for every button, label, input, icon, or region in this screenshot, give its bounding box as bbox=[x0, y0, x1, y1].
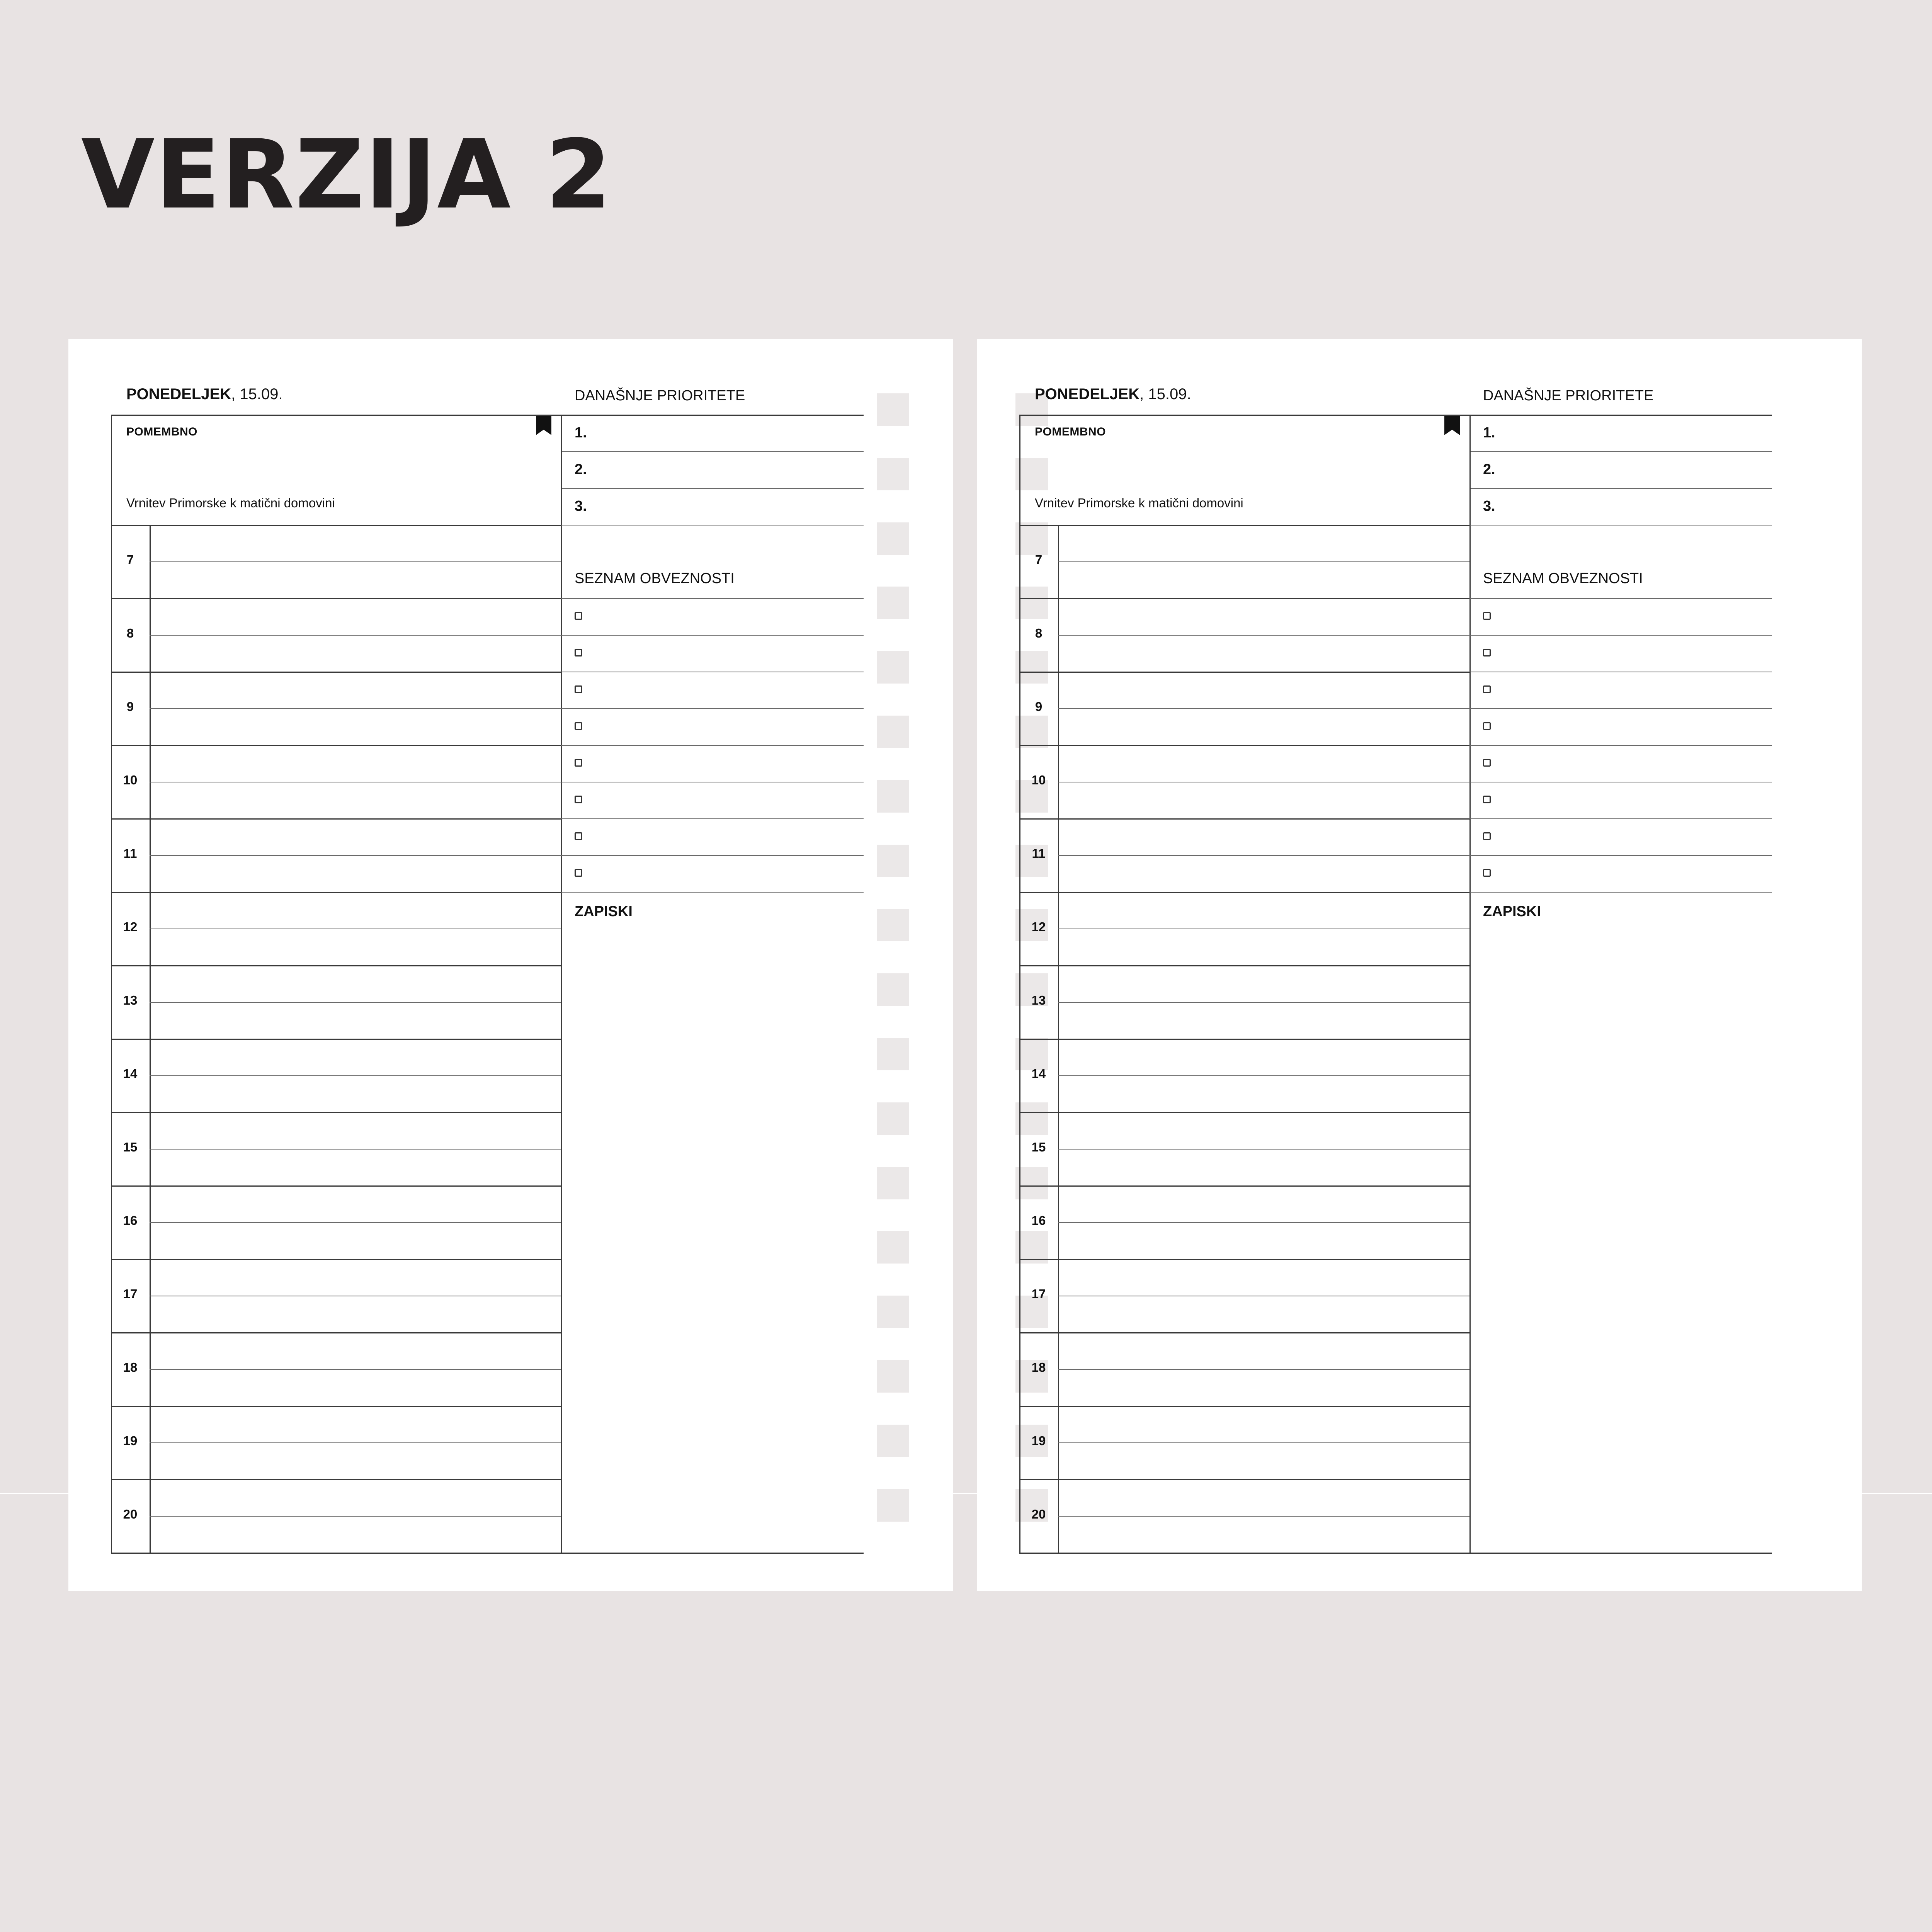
planner-middle-divider bbox=[1469, 415, 1471, 1553]
bookmark-icon bbox=[1444, 416, 1460, 435]
hour-label: 11 bbox=[1032, 846, 1046, 861]
half-hour-line bbox=[150, 855, 561, 856]
important-label: POMEMBNO bbox=[126, 425, 197, 438]
hour-line bbox=[1019, 1259, 1469, 1260]
priority-number: 2. bbox=[1483, 461, 1495, 478]
binder-hole bbox=[877, 587, 909, 619]
half-hour-line bbox=[1058, 1075, 1469, 1076]
checkbox-icon bbox=[575, 832, 582, 840]
hour-line bbox=[111, 1185, 561, 1187]
hour-line bbox=[1019, 965, 1469, 966]
binder-hole bbox=[877, 973, 909, 1006]
binder-hole bbox=[877, 522, 909, 555]
hour-line bbox=[1019, 1406, 1469, 1407]
hour-label: 20 bbox=[1031, 1507, 1046, 1521]
half-hour-line bbox=[150, 561, 561, 562]
notes-title: ZAPISKI bbox=[575, 903, 633, 920]
obligation-line bbox=[1469, 818, 1772, 819]
obligation-line bbox=[1469, 745, 1772, 746]
checkbox-icon bbox=[1483, 649, 1491, 656]
priorities-bottom-line bbox=[1469, 525, 1772, 526]
binder-hole bbox=[877, 1038, 909, 1070]
hour-label: 11 bbox=[123, 846, 137, 861]
priority-line bbox=[1469, 488, 1772, 489]
hour-label: 18 bbox=[123, 1360, 138, 1374]
planner-left-border bbox=[111, 415, 112, 1553]
half-hour-line bbox=[150, 1075, 561, 1076]
obligation-line bbox=[1469, 598, 1772, 599]
obligation-line bbox=[561, 745, 864, 746]
obligation-line bbox=[1469, 635, 1772, 636]
planner-top-border bbox=[1019, 415, 1772, 416]
hour-label: 12 bbox=[1031, 920, 1046, 934]
half-hour-line bbox=[1058, 708, 1469, 709]
hour-line bbox=[1019, 892, 1469, 893]
hour-label: 8 bbox=[1035, 626, 1043, 640]
hour-line bbox=[1019, 1112, 1469, 1113]
obligations-title: SEZNAM OBVEZNOSTI bbox=[575, 570, 735, 587]
priority-number: 3. bbox=[1483, 498, 1495, 514]
priorities-bottom-line bbox=[561, 525, 864, 526]
hour-label: 17 bbox=[123, 1287, 138, 1301]
obligation-line bbox=[561, 855, 864, 856]
hour-label: 7 bbox=[126, 553, 134, 567]
planner-page-right bbox=[977, 339, 1862, 1591]
checkbox-icon bbox=[575, 612, 582, 620]
planner-page-left bbox=[68, 339, 953, 1591]
half-hour-line bbox=[150, 635, 561, 636]
hour-line bbox=[111, 672, 561, 673]
hour-line bbox=[1019, 672, 1469, 673]
half-hour-line bbox=[1058, 561, 1469, 562]
important-note: Vrnitev Primorske k matični domovini bbox=[1035, 496, 1243, 510]
priority-number: 2. bbox=[575, 461, 587, 478]
planner-top-border bbox=[111, 415, 864, 416]
hour-label: 13 bbox=[1031, 993, 1046, 1007]
hour-label: 10 bbox=[123, 773, 138, 787]
half-hour-line bbox=[150, 1222, 561, 1223]
obligation-line bbox=[561, 892, 864, 893]
binder-hole bbox=[877, 1360, 909, 1393]
hour-label: 16 bbox=[1031, 1213, 1046, 1228]
obligation-line bbox=[561, 635, 864, 636]
hour-label: 13 bbox=[123, 993, 138, 1007]
hour-line bbox=[111, 965, 561, 966]
checkbox-icon bbox=[575, 869, 582, 877]
checkbox-icon bbox=[575, 649, 582, 656]
half-hour-line bbox=[150, 1149, 561, 1150]
hour-line bbox=[111, 1259, 561, 1260]
half-hour-line bbox=[1058, 1002, 1469, 1003]
obligation-line bbox=[561, 708, 864, 709]
half-hour-line bbox=[150, 708, 561, 709]
half-hour-line bbox=[150, 1002, 561, 1003]
hour-label: 8 bbox=[126, 626, 134, 640]
date-header bbox=[126, 386, 283, 403]
hour-label: 14 bbox=[123, 1066, 138, 1081]
half-hour-line bbox=[1058, 1369, 1469, 1370]
hour-label: 20 bbox=[123, 1507, 138, 1521]
half-hour-line bbox=[1058, 1149, 1469, 1150]
obligation-line bbox=[561, 818, 864, 819]
checkbox-icon bbox=[575, 759, 582, 767]
checkbox-icon bbox=[575, 685, 582, 693]
checkbox-icon bbox=[575, 796, 582, 803]
date-value: , 15.09. bbox=[1139, 386, 1191, 403]
binder-hole bbox=[877, 651, 909, 684]
binder-hole bbox=[877, 1102, 909, 1135]
hour-line bbox=[1019, 818, 1469, 820]
binder-hole bbox=[877, 1425, 909, 1457]
hour-label: 9 bbox=[1035, 699, 1043, 714]
important-note: Vrnitev Primorske k matični domovini bbox=[126, 496, 335, 510]
hour-label: 12 bbox=[123, 920, 138, 934]
notes-title: ZAPISKI bbox=[1483, 903, 1541, 920]
hour-label: 10 bbox=[1031, 773, 1046, 787]
hour-line bbox=[111, 598, 561, 599]
priorities-title: DANAŠNJE PRIORITETE bbox=[1483, 388, 1654, 404]
half-hour-line bbox=[1058, 1442, 1469, 1443]
checkbox-icon bbox=[1483, 722, 1491, 730]
hour-line bbox=[1019, 525, 1469, 526]
planner-page-content bbox=[68, 339, 953, 1591]
binder-hole bbox=[877, 716, 909, 748]
binder-hole bbox=[877, 1231, 909, 1264]
page-title: VERZIJA 2 bbox=[81, 120, 612, 230]
day-name: PONEDELJEK bbox=[126, 386, 231, 403]
hour-label: 19 bbox=[1031, 1434, 1046, 1448]
hour-label: 17 bbox=[1031, 1287, 1046, 1301]
hour-line bbox=[1019, 598, 1469, 599]
hour-label: 15 bbox=[123, 1140, 138, 1154]
planner-page-content bbox=[977, 339, 1862, 1591]
hour-line bbox=[1019, 745, 1469, 746]
hour-line bbox=[111, 1039, 561, 1040]
hour-label: 18 bbox=[1031, 1360, 1046, 1374]
obligation-line bbox=[1469, 892, 1772, 893]
obligations-title: SEZNAM OBVEZNOSTI bbox=[1483, 570, 1643, 587]
checkbox-icon bbox=[1483, 685, 1491, 693]
priority-line bbox=[561, 451, 864, 452]
obligation-line bbox=[561, 598, 864, 599]
checkbox-icon bbox=[1483, 612, 1491, 620]
hour-label: 14 bbox=[1031, 1066, 1046, 1081]
hour-label: 15 bbox=[1031, 1140, 1046, 1154]
hour-line bbox=[111, 818, 561, 820]
priority-number: 1. bbox=[575, 425, 587, 441]
checkbox-icon bbox=[1483, 832, 1491, 840]
half-hour-line bbox=[1058, 855, 1469, 856]
half-hour-line bbox=[1058, 1516, 1469, 1517]
half-hour-line bbox=[150, 1516, 561, 1517]
half-hour-line bbox=[1058, 1222, 1469, 1223]
binder-hole bbox=[877, 780, 909, 813]
planner-left-border bbox=[1019, 415, 1020, 1553]
hour-line bbox=[111, 1479, 561, 1480]
priority-number: 1. bbox=[1483, 425, 1495, 441]
half-hour-line bbox=[150, 1442, 561, 1443]
hour-line bbox=[111, 1112, 561, 1113]
planner-bottom-border bbox=[1019, 1553, 1772, 1554]
hour-label: 9 bbox=[126, 699, 134, 714]
hour-line bbox=[111, 892, 561, 893]
hour-line bbox=[111, 1406, 561, 1407]
binder-hole bbox=[877, 458, 909, 490]
half-hour-line bbox=[1058, 635, 1469, 636]
binder-hole bbox=[877, 1296, 909, 1328]
hour-label: 7 bbox=[1035, 553, 1043, 567]
priorities-title: DANAŠNJE PRIORITETE bbox=[575, 388, 745, 404]
binder-hole bbox=[877, 845, 909, 877]
binder-hole bbox=[877, 1489, 909, 1522]
hour-line bbox=[111, 745, 561, 746]
priority-line bbox=[561, 488, 864, 489]
day-name: PONEDELJEK bbox=[1035, 386, 1140, 403]
hour-label: 16 bbox=[123, 1213, 138, 1228]
binder-hole bbox=[877, 909, 909, 941]
priority-line bbox=[1469, 451, 1772, 452]
hour-line bbox=[1019, 1185, 1469, 1187]
obligation-line bbox=[1469, 708, 1772, 709]
priority-number: 3. bbox=[575, 498, 587, 514]
hour-line bbox=[1019, 1479, 1469, 1480]
obligation-line bbox=[1469, 855, 1772, 856]
planner-middle-divider bbox=[561, 415, 562, 1553]
hour-line bbox=[1019, 1039, 1469, 1040]
planner-bottom-border bbox=[111, 1553, 864, 1554]
hour-label: 19 bbox=[123, 1434, 138, 1448]
half-hour-line bbox=[150, 1369, 561, 1370]
hour-line bbox=[111, 525, 561, 526]
hour-line bbox=[111, 1332, 561, 1333]
date-header bbox=[1035, 386, 1191, 403]
binder-hole bbox=[877, 393, 909, 426]
bookmark-icon bbox=[536, 416, 551, 435]
date-value: , 15.09. bbox=[231, 386, 283, 403]
checkbox-icon bbox=[1483, 869, 1491, 877]
binder-hole bbox=[877, 1167, 909, 1199]
checkbox-icon bbox=[1483, 759, 1491, 767]
checkbox-icon bbox=[1483, 796, 1491, 803]
hour-line bbox=[1019, 1332, 1469, 1333]
important-label: POMEMBNO bbox=[1035, 425, 1106, 438]
checkbox-icon bbox=[575, 722, 582, 730]
